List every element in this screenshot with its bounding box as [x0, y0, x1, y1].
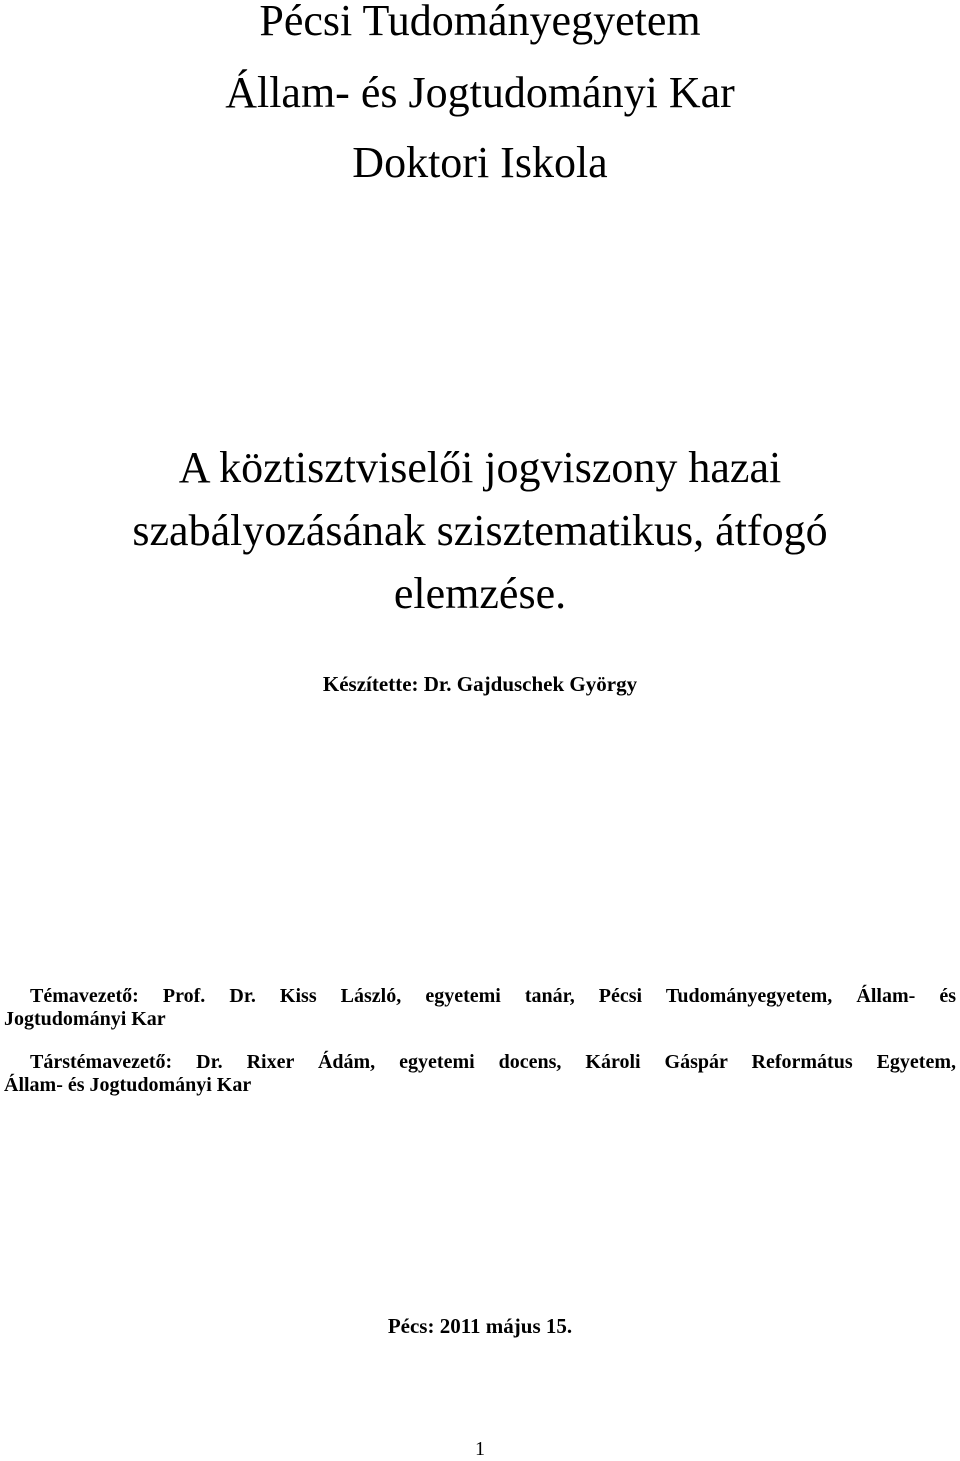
supervisor-line-1: Témavezető: Prof. Dr. Kiss László, egyetemi tanár, Pécsi Tudományegyetem, Állam- és — [30, 985, 956, 1007]
author-line: Készítette: Dr. Gajduschek György — [322, 672, 638, 696]
cosupervisor-paragraph — [4, 1051, 956, 1097]
supervisor-paragraph — [4, 985, 956, 1031]
page-number: 1 — [475, 1438, 485, 1460]
thesis-title-line-3: elemzése. — [393, 569, 567, 618]
doctoral-school-name: Doktori Iskola — [352, 138, 608, 187]
cosupervisor-line-1: Társtémavezető: Dr. Rixer Ádám, egyetemi docens, Károli Gáspár Református Egyetem, — [30, 1051, 956, 1073]
cosupervisor-line-2: Állam- és Jogtudományi Kar — [4, 1074, 252, 1096]
place-and-date: Pécs: 2011 május 15. — [387, 1314, 573, 1338]
faculty-name: Állam- és Jogtudományi Kar — [225, 68, 735, 117]
supervisor-line-2: Jogtudományi Kar — [4, 1008, 166, 1030]
university-name: Pécsi Tudományegyetem — [259, 0, 701, 45]
thesis-title-line-2: szabályozásának szisztematikus, átfogó — [132, 506, 828, 555]
thesis-title-line-1: A köztisztviselői jogviszony hazai — [178, 443, 782, 492]
